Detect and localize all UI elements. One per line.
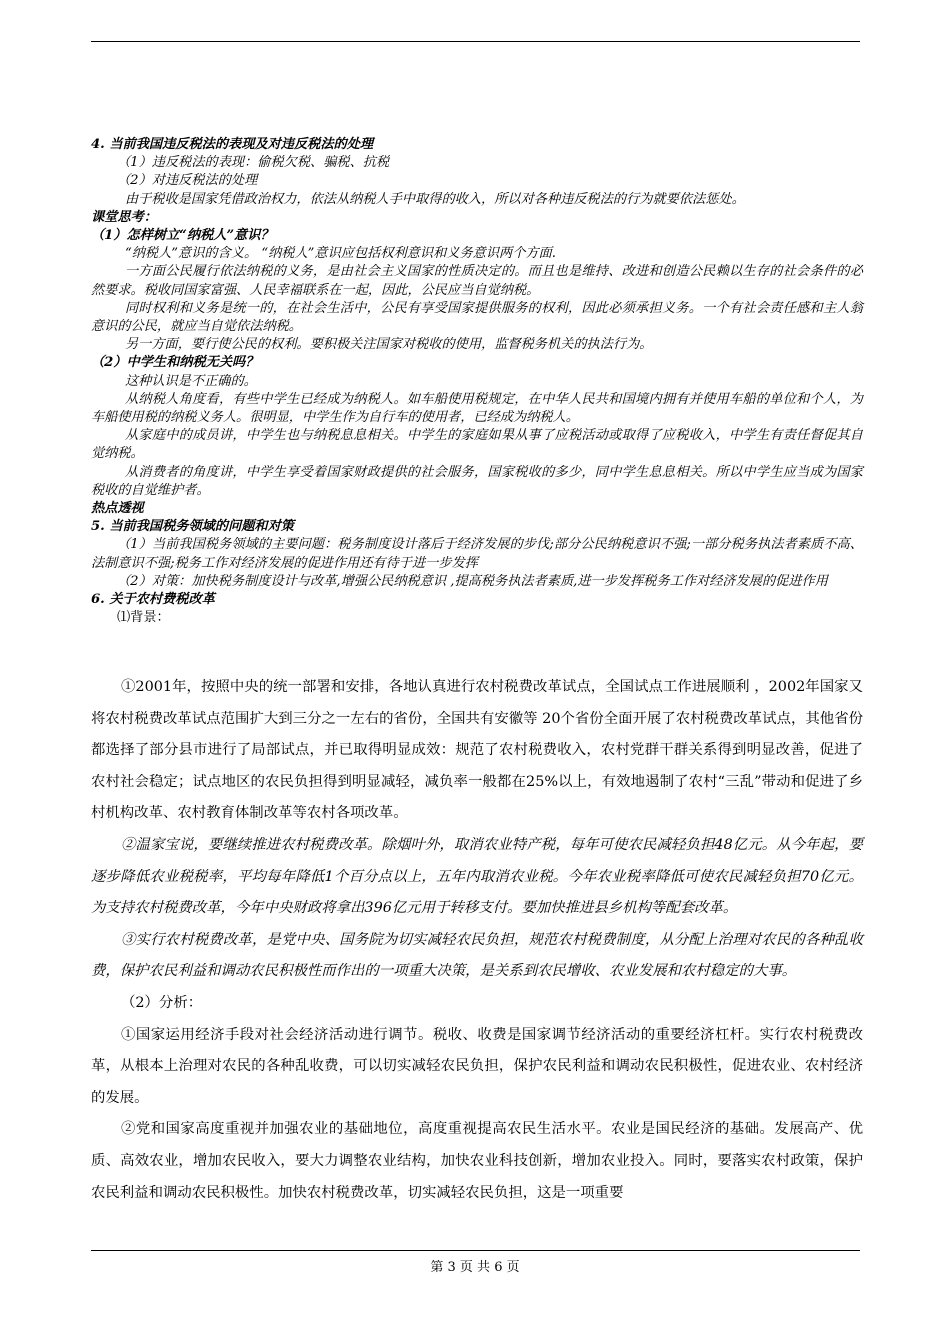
analysis-label: （2）分析： [121, 994, 203, 1011]
section4-item2: （2）对违反税法的处理 [117, 173, 258, 189]
analysis-paragraph-1: ①国家运用经济手段对社会经济活动进行调节。税收、收费是国家调节经济活动的重要经济杠杆。实行农村税费改革，从根本上治理对农民的各种乱收费，可以切实减轻农民负担，保护农民利益和调动农民积极性，促进农业、农村经济的发展。 [91, 1026, 863, 1106]
section6-heading: 6. 关于农村费税改革 [91, 592, 215, 608]
analysis-paragraph-2: ②党和国家高度重视并加强农业的基础地位，高度重视提高农民生活水平。农业是国民经济的基础。发展高产、优质、高效农业，增加农民收入，要大力调整农业结构，加快农业科技创新，增加农业投入。同时，要落实农村政策，保护农民利益和调动农民积极性。加快农村税费改革，切实减轻农民负担，这是一项重要 [91, 1121, 863, 1201]
q1-paragraph-2: 一方面公民履行依法纳税的义务，是由社会主义国家的性质决定的。而且也是维持、改进和创造公民赖以生存的社会条件的必然要求。税收同国家富强、人民幸福联系在一起，因此，公民应当自觉纳税。 [91, 264, 863, 298]
background-paragraph-2: ②温家宝说，要继续推进农村税费改革。除烟叶外，取消农业特产税，每年可使农民减轻负担48亿元。从今年起，要逐步降低农业税税率，平均每年降低1个百分点以上，五年内取消农业税。今年农业税率降低可使农民减轻负担70亿元。为支持农村税费改革，今年中央财政将拿出396亿元用于转移支付。要加快推进县乡机构等配套改革。 [91, 836, 863, 917]
section5-paragraph-1: （1）当前我国税务领域的主要问题：税务制度设计落后于经济发展的步伐;部分公民纳税意识不强;一部分税务执法者素质不高、法制意识不强;税务工作对经济发展的促进作用还有待于进一步发挥 [91, 537, 863, 571]
background-paragraph-3: ③实行农村税费改革，是党中央、国务院为切实减轻农民负担，规范农村税费制度，从分配上治理对农民的各种乱收费，保护农民利益和调动农民积极性而作出的一项重大决策，是关系到农民增收、农业发展和农村稳定的大事。 [91, 931, 863, 980]
background-paragraph-1: ①2001年，按照中央的统一部署和安排，各地认真进行农村税费改革试点，全国试点工作进展顺利 ，2002年国家又将农村税费改革试点范围扩大到三分之一左右的省份，全国共有安徽等 20个省份全面开展了农村税费改革试点，其他省份都选择了部分县市进行了局部试点，并已取得明显成效：规范了农村税费收入，农村党群干群关系得到明显改善，促进了农村社会稳定；试点地区的农民负担得到明显减轻，减负率一般都在25%以上，有效地遏制了农村“三乱”带动和促进了乡村机构改革、农村教育体制改革等农村各项改革。 [91, 679, 863, 822]
thinking-question-1: （1）怎样树立“纳税人”意识？ [91, 228, 274, 244]
q2-paragraph-4: 从消费者的角度讲，中学生享受着国家财政提供的社会服务，国家税收的多少，同中学生息息相关。所以中学生应当成为国家税收的自觉维护者。 [91, 464, 863, 498]
thinking-question-2: （2）中学生和纳税无关吗？ [91, 355, 259, 371]
section5-paragraph-2: （2）对策：加快税务制度设计与改革,增强公民纳税意识 ,提高税务执法者素质,进一步发挥税务工作对经济发展的促进作用 [117, 573, 828, 589]
section6-background-label: ⑴背景： [117, 610, 170, 626]
q1-paragraph-3: 同时权利和义务是统一的，在社会生活中，公民有享受国家提供服务的权利，因此必须承担义务。一个有社会责任感和主人翁意识的公民，就应当自觉依法纳税。 [91, 300, 863, 335]
lower-section [91, 672, 863, 1209]
footer-rule [91, 1250, 860, 1251]
header-rule [91, 41, 860, 42]
page-number: 第 3 页 共 6 页 [430, 1260, 520, 1275]
section5-heading: 5. 当前我国税务领域的问题和对策 [91, 519, 294, 535]
q1-paragraph-4: 另一方面，要行使公民的权利。要积极关注国家对税收的使用，监督税务机关的执法行为。 [125, 337, 653, 353]
hotspot-heading: 热点透视 [91, 501, 144, 517]
thinking-heading: 课堂思考： [91, 209, 157, 225]
upper-section [91, 136, 863, 627]
section4-item1: （1）违反税法的表现：偷税欠税、骗税、抗税 [117, 155, 390, 171]
q2-paragraph-2: 从纳税人角度看，有些中学生已经成为纳税人。如车船使用税规定，在中华人民共和国境内拥有并使用车船的单位和个人，为车船使用税的纳税义务人。很明显，中学生作为自行车的使用者，已经成为纳税人。 [91, 391, 863, 426]
section4-paragraph: 由于税收是国家凭借政治权力，依法从纳税人手中取得的收入，所以对各种违反税法的行为就要依法惩处。 [125, 191, 745, 207]
q2-paragraph-1: 这种认识是不正确的。 [125, 373, 257, 389]
q2-paragraph-3: 从家庭中的成员讲，中学生也与纳税息息相关。中学生的家庭如果从事了应税活动或取得了应税收入，中学生有责任督促其自觉纳税。 [91, 428, 863, 462]
section4-heading: 4. 当前我国违反税法的表现及对违反税法的处理 [91, 137, 374, 152]
q1-paragraph-1: “纳税人”意识的含义。 “纳税人”意识应包括权利意识和义务意识两个方面. [125, 246, 556, 262]
